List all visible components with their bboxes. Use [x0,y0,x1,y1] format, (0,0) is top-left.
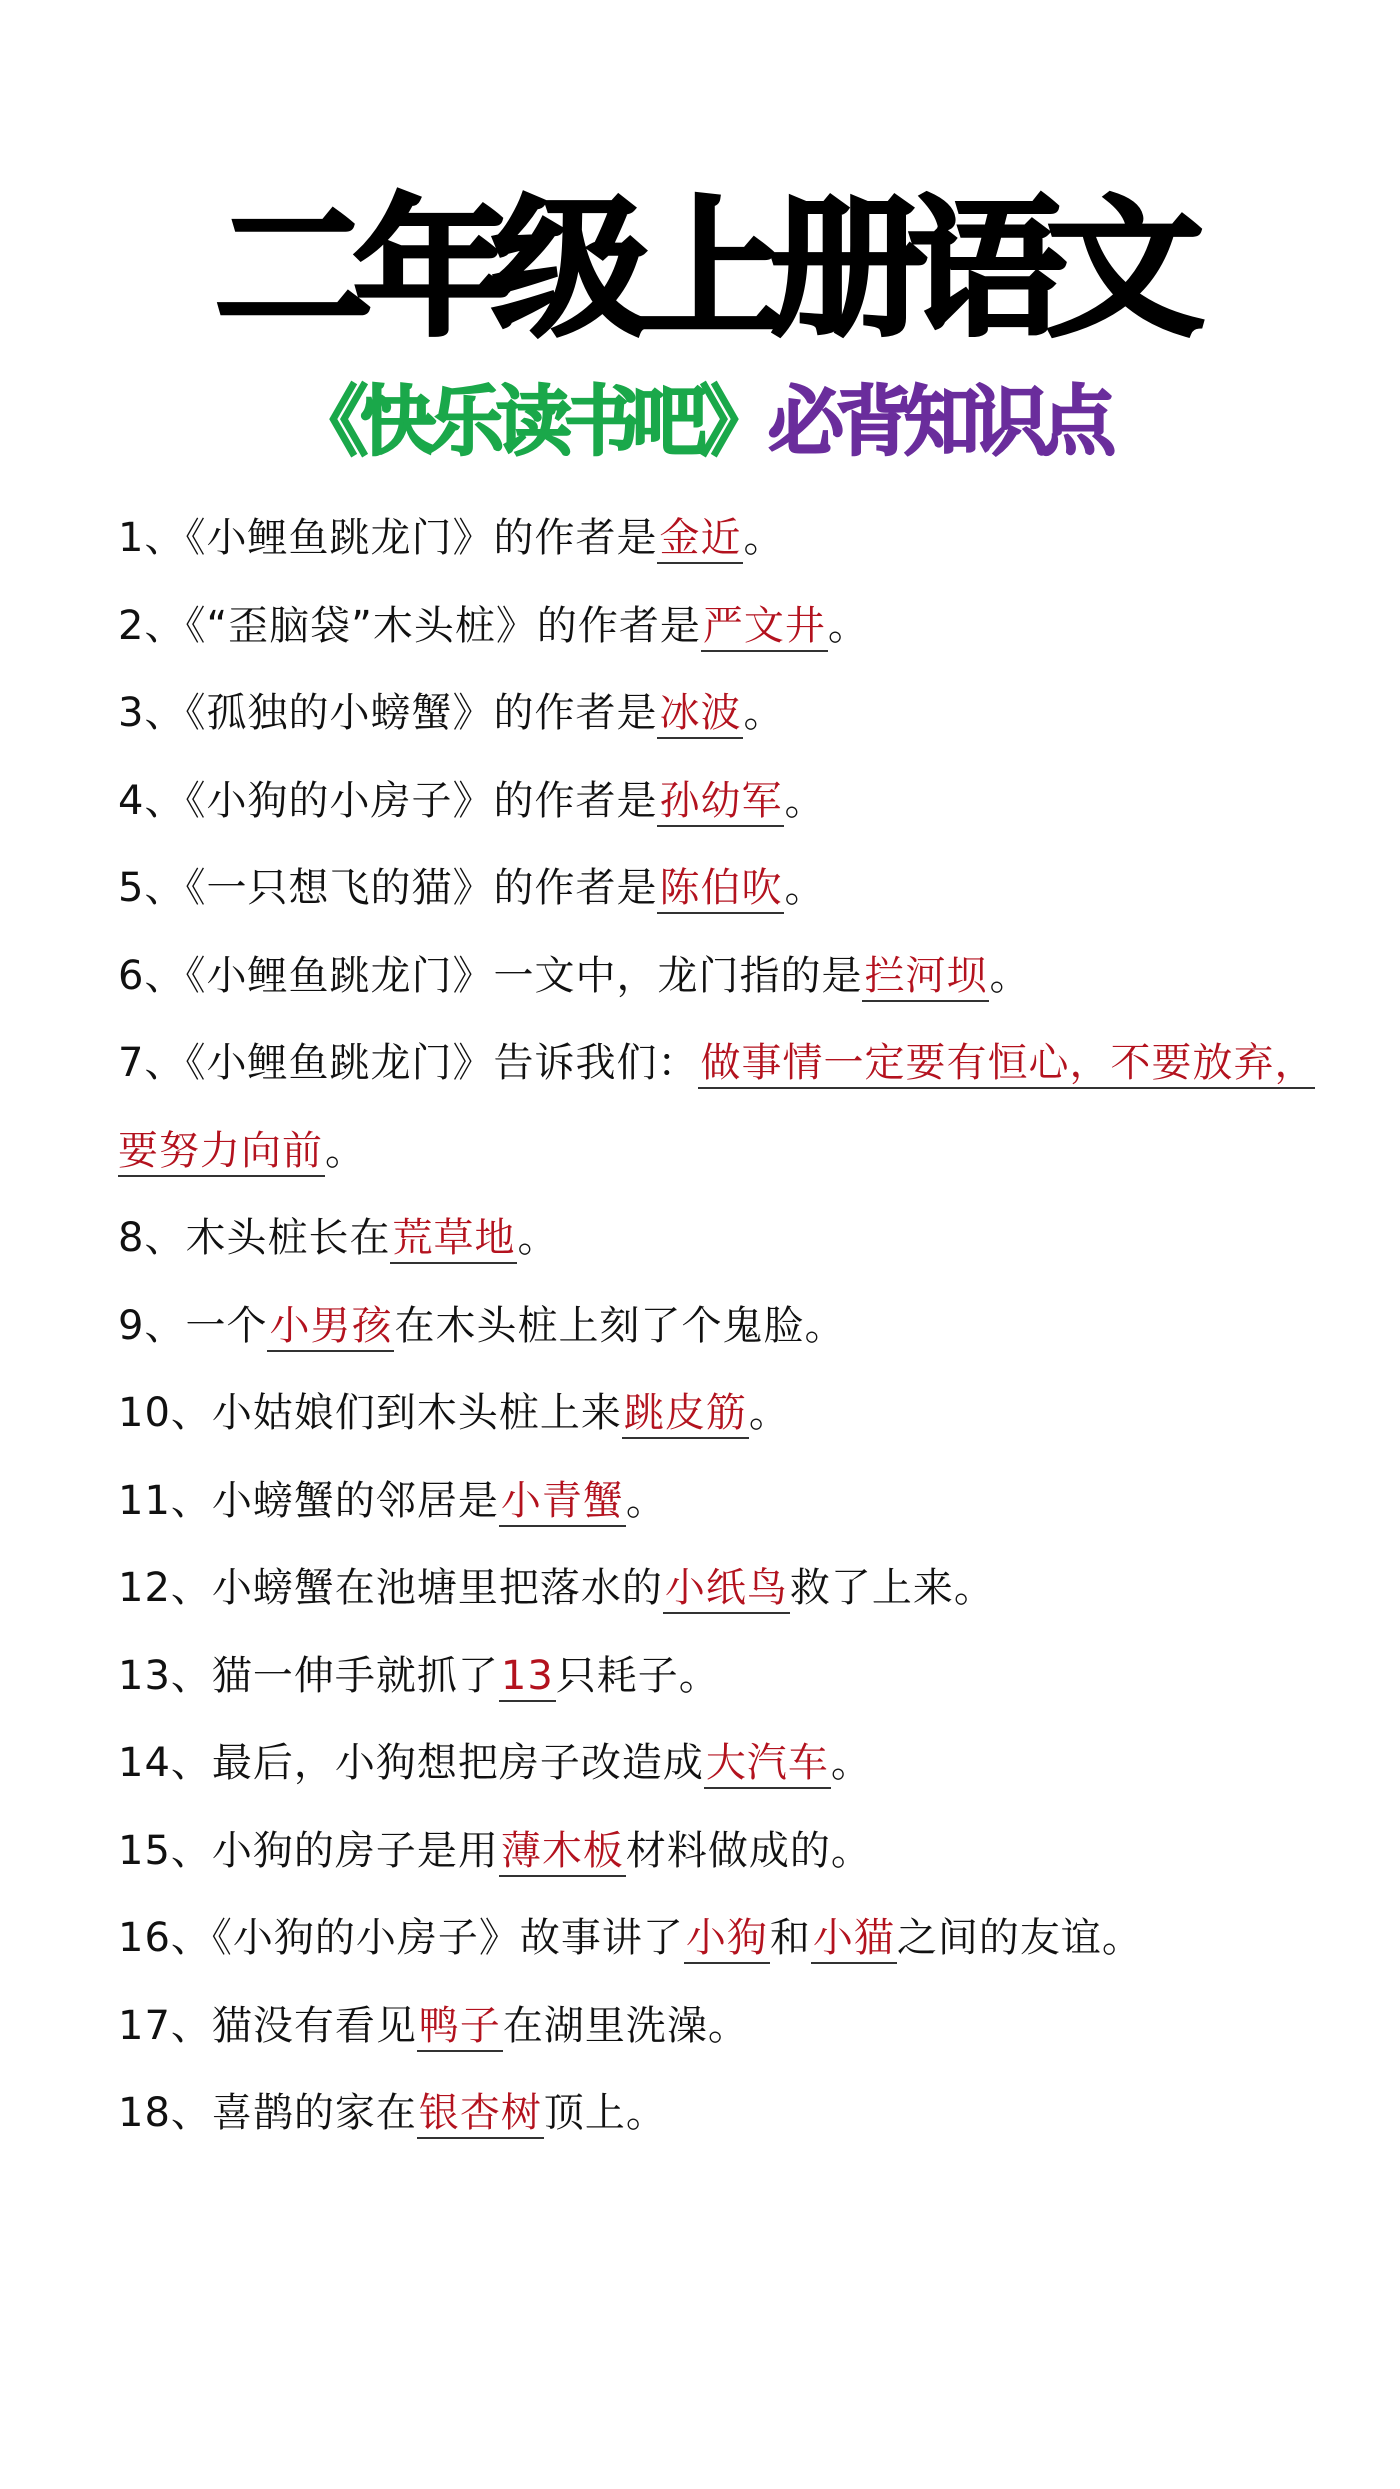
list-item [118,1983,1318,2071]
list-item [118,1720,1318,1808]
list-item [118,758,1318,846]
item-answer: 13 [499,1653,556,1702]
item-answer: 金近 [657,515,743,564]
list-item [118,1195,1318,1283]
item-text: 14、最后，小狗想把房子改造成 [118,1740,704,1786]
item-text: 13、猫一伸手就抓了 [118,1652,499,1699]
item-text: 17、猫没有看见 [118,2002,417,2049]
list-item [118,1458,1318,1546]
item-text: 12、小螃蟹在池塘里把落水的 [118,1565,663,1611]
item-text-end: 。 [325,1127,366,1174]
list-item [118,845,1318,933]
item-answer: 小男孩 [267,1303,394,1352]
item-answer: 严文井 [701,603,828,652]
item-answer-2: 小猫 [811,1915,897,1964]
item-text-end: 之间的友谊。 [896,1915,1143,1961]
item-text-end: 救了上来。 [789,1565,995,1611]
item-text: 9、一个 [118,1302,268,1349]
item-answer: 陈伯吹 [657,865,784,914]
item-text: 2、《“歪脑袋”木头桩》的作者是 [118,602,701,649]
item-text-end: 只耗子。 [555,1652,720,1699]
item-answer: 小纸鸟 [663,1565,790,1614]
item-answer: 鸭子 [417,2003,503,2052]
item-text-end: 。 [830,1740,872,1786]
list-item [118,2070,1318,2158]
item-answer: 拦河坝 [862,953,989,1002]
item-text-end: 。 [625,1477,667,1524]
list-item [118,1895,1318,1983]
list-item [118,670,1318,758]
item-answer: 银杏树 [417,2090,544,2139]
item-text: 18、喜鹊的家在 [118,2090,417,2136]
list-item [118,495,1318,583]
item-text: 3、《孤独的小螃蟹》的作者是 [118,690,658,736]
item-text: 8、木头桩长在 [118,1215,391,1261]
list-item [118,1283,1318,1371]
item-text-end: 在木头桩上刻了个鬼脸。 [394,1302,846,1349]
item-answer: 小青蟹 [499,1478,626,1527]
list-item [118,1808,1318,1896]
list-item [118,1370,1318,1458]
item-answer: 荒草地 [390,1215,517,1264]
item-text: 4、《小狗的小房子》的作者是 [118,777,658,824]
item-text-end: 。 [989,952,1031,999]
item-answer: 孙幼军 [657,778,784,827]
item-text-end: 。 [743,690,785,736]
item-text: 7、《小鲤鱼跳龙门》告诉我们： [118,1040,699,1086]
item-text-end: 。 [517,1215,559,1261]
item-answer: 大汽车 [704,1740,831,1789]
item-text: 15、小狗的房子是用 [118,1827,499,1874]
knowledge-list [118,495,1318,2158]
list-item [118,1545,1318,1633]
page-title: 二年级上册语文 [214,183,1186,357]
item-text: 6、《小鲤鱼跳龙门》一文中，龙门指的是 [118,952,863,999]
subtitle-book-name: 《快乐读书吧》 [292,377,768,466]
item-answer: 小狗 [684,1915,770,1964]
item-text: 10、小姑娘们到木头桩上来 [118,1390,622,1436]
item-answer: 做事情一定要有恒心，不要放弃，要努力向前 [118,1040,1315,1177]
subtitle-suffix: 必背知识点 [768,377,1108,466]
item-answer: 冰波 [657,690,743,739]
list-item [118,1020,1318,1195]
list-item [118,583,1318,671]
item-text-end: 。 [784,777,826,824]
item-text-end: 顶上。 [543,2090,667,2136]
item-text-end: 。 [784,865,826,911]
item-text-end: 。 [827,602,869,649]
item-text-mid: 和 [769,1915,811,1961]
item-text-end: 。 [748,1390,790,1436]
item-answer: 薄木板 [499,1828,626,1877]
item-text-end: 材料做成的。 [625,1827,872,1874]
page-subtitle [0,372,1400,472]
item-text: 1、《小鲤鱼跳龙门》的作者是 [118,515,658,561]
item-text: 16、《小狗的小房子》故事讲了 [118,1915,684,1961]
item-text: 5、《一只想飞的猫》的作者是 [118,865,658,911]
list-item [118,1633,1318,1721]
item-text-end: 。 [743,515,785,561]
item-text: 11、小螃蟹的邻居是 [118,1477,499,1524]
list-item [118,933,1318,1021]
item-text-end: 在湖里洗澡。 [502,2002,749,2049]
item-answer: 跳皮筋 [622,1390,749,1439]
